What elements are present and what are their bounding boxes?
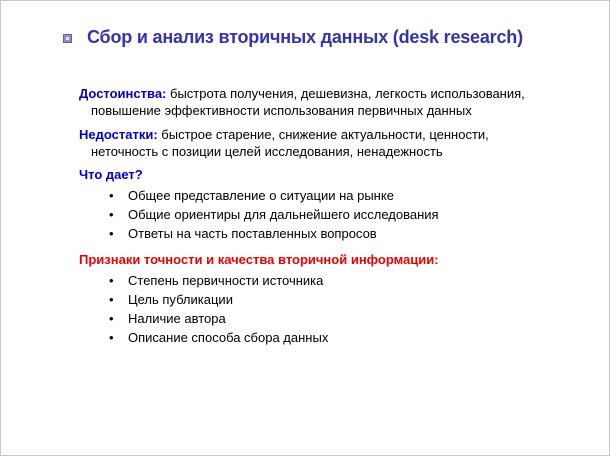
list-item — [79, 328, 559, 347]
list-item — [79, 186, 559, 205]
list-item — [79, 271, 559, 290]
list-item-text: Наличие автора — [128, 311, 226, 326]
bullet-icon: • — [109, 207, 114, 222]
list-item — [79, 309, 559, 328]
disadvantages-paragraph — [79, 126, 559, 160]
bullet-icon: • — [109, 330, 114, 345]
disadvantages-label: Недостатки: — [79, 127, 158, 142]
quality-signs-list — [79, 271, 559, 347]
bullet-icon: • — [109, 292, 114, 307]
list-item-text: Степень первичности источника — [128, 273, 324, 288]
bullet-icon: • — [109, 311, 114, 326]
list-item — [79, 224, 559, 243]
advantages-text: быстрота получения, дешевизна, легкость использования, повышение эффективности использования первичных данных — [91, 86, 525, 118]
advantages-label: Достоинства: — [79, 86, 167, 101]
list-item-text: Ответы на часть поставленных вопросов — [128, 226, 377, 241]
title-row — [63, 27, 523, 48]
advantages-paragraph — [79, 85, 559, 119]
list-item-text: Общие ориентиры для дальнейшего исследования — [128, 207, 439, 222]
list-item-text: Описание способа сбора данных — [128, 330, 329, 345]
list-item — [79, 205, 559, 224]
list-item — [79, 290, 559, 309]
list-item-text: Цель публикации — [128, 292, 233, 307]
list-item-text: Общее представление о ситуации на рынке — [128, 188, 394, 203]
disadvantages-text: быстрое старение, снижение актуальности, ценности, неточность с позиции целей исследования, ненадежность — [91, 127, 489, 159]
what-gives-list — [79, 186, 559, 243]
bullet-icon: • — [109, 226, 114, 241]
bullet-icon: • — [109, 188, 114, 203]
quality-signs-heading: Признаки точности и качества вторичной информации: — [79, 252, 439, 267]
slide-title: Сбор и анализ вторичных данных (desk research) — [87, 27, 523, 47]
square-bullet-icon — [63, 34, 72, 43]
what-gives-heading: Что дает? — [79, 167, 143, 182]
bullet-icon: • — [109, 273, 114, 288]
slide-content — [79, 85, 559, 347]
